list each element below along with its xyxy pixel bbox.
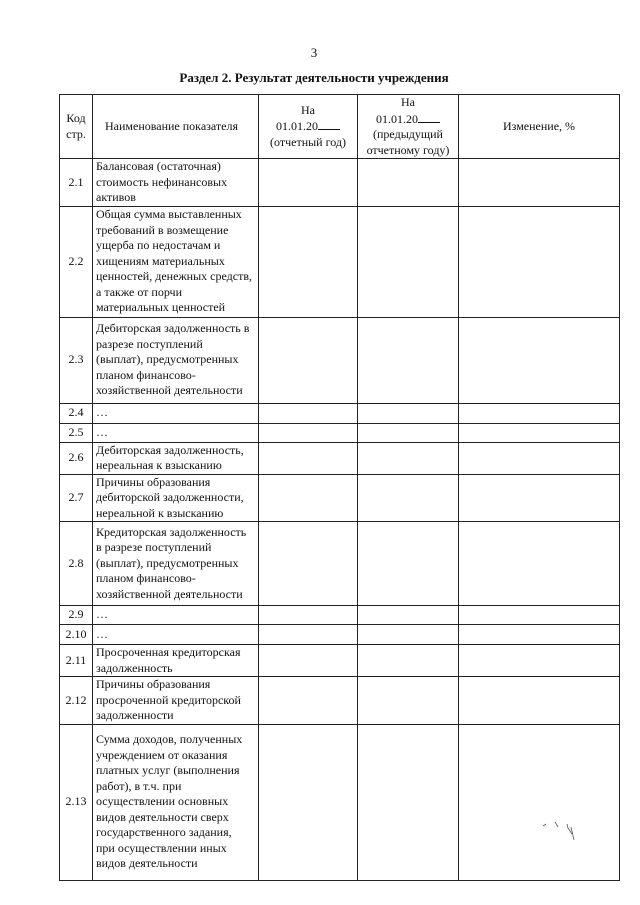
table-row <box>60 317 620 403</box>
section-title: Раздел 2. Результат деятельности учреждения <box>179 70 449 85</box>
header-previous-line: отчетному году) <box>366 142 450 157</box>
indicator-text-line: нереальной к взысканию <box>96 505 224 520</box>
indicator-text-line: Просроченная кредиторская <box>96 645 241 659</box>
table-row <box>60 159 620 207</box>
table-row <box>60 474 620 522</box>
row-previous-year-cell[interactable] <box>358 677 459 725</box>
row-indicator-name <box>93 159 259 207</box>
header-previous-date <box>361 111 455 128</box>
row-previous-year-cell[interactable] <box>358 159 459 207</box>
row-previous-year-cell[interactable] <box>358 317 459 403</box>
pen-mark <box>541 818 581 848</box>
row-code: 2.8 <box>60 522 93 606</box>
table-header-row <box>60 95 620 159</box>
indicator-text-line: Балансовая (остаточная) <box>96 159 221 173</box>
indicator-text-line: активов <box>96 190 136 204</box>
table-row <box>60 522 620 606</box>
row-previous-year-cell[interactable] <box>358 474 459 522</box>
indicator-text-line: (выплат), предусмотренных <box>96 352 239 367</box>
indicator-text-line: требований в возмещение <box>96 222 229 237</box>
table-row <box>60 442 620 474</box>
row-code: 2.11 <box>60 645 93 677</box>
indicator-text-line: … <box>96 424 108 439</box>
indicator-text-line: ценностей, денежных средств, <box>96 269 252 284</box>
row-indicator-name <box>93 625 259 645</box>
indicator-text-line: государственного задания, <box>96 825 232 840</box>
date-blank-line <box>418 111 440 123</box>
header-previous-year <box>358 95 459 159</box>
row-indicator-name <box>93 606 259 625</box>
row-current-year-cell[interactable] <box>259 206 358 317</box>
row-change-cell[interactable] <box>459 645 620 677</box>
table-row <box>60 206 620 317</box>
header-current-year <box>259 95 358 159</box>
row-current-year-cell[interactable] <box>259 645 358 677</box>
row-change-cell[interactable] <box>459 677 620 725</box>
row-previous-year-cell[interactable] <box>358 625 459 645</box>
row-current-year-cell[interactable] <box>259 522 358 606</box>
indicator-text-line: Общая сумма выставленных <box>96 207 242 222</box>
indicator-text-line: материальных ценностей <box>96 300 226 315</box>
table-row <box>60 724 620 880</box>
table-row <box>60 606 620 625</box>
header-indicator-name: Наименование показателя <box>93 95 259 159</box>
indicator-text-line: … <box>96 405 108 420</box>
row-code: 2.12 <box>60 677 93 725</box>
row-current-year-cell[interactable] <box>259 442 358 474</box>
row-code: 2.10 <box>60 625 93 645</box>
header-change-percent: Изменение, % <box>459 95 620 159</box>
indicator-text-line: стоимость нефинансовых <box>96 174 228 189</box>
row-previous-year-cell[interactable] <box>358 206 459 317</box>
row-code: 2.3 <box>60 317 93 403</box>
indicator-text-line: Сумма доходов, полученных <box>96 732 243 747</box>
indicator-text-line: задолженности <box>96 708 174 722</box>
indicator-text-line: просроченной кредиторской <box>96 692 241 707</box>
row-previous-year-cell[interactable] <box>358 606 459 625</box>
row-previous-year-cell[interactable] <box>358 522 459 606</box>
indicator-text-line: хозяйственной деятельности <box>96 383 243 398</box>
row-indicator-name <box>93 317 259 403</box>
indicator-text-line: дебиторской задолженности, <box>96 490 244 504</box>
row-code: 2.9 <box>60 606 93 625</box>
row-code: 2.5 <box>60 423 93 442</box>
row-change-cell[interactable] <box>459 625 620 645</box>
indicator-text-line: видов деятельности <box>96 856 198 871</box>
table-row <box>60 403 620 423</box>
header-current-line: На <box>301 102 315 117</box>
table-body <box>60 159 620 881</box>
row-indicator-name <box>93 645 259 677</box>
indicator-text-line: Причины образования <box>96 677 211 691</box>
indicator-text-line: хищениям материальных <box>96 253 225 268</box>
row-previous-year-cell[interactable] <box>358 423 459 442</box>
table-row <box>60 625 620 645</box>
header-current-date <box>262 118 354 135</box>
indicator-text-line: Причины образования <box>96 474 211 489</box>
header-previous-line: (предыдущий <box>373 127 443 141</box>
indicator-text-line: Кредиторская задолженность <box>96 524 247 539</box>
row-current-year-cell[interactable] <box>259 606 358 625</box>
row-current-year-cell[interactable] <box>259 625 358 645</box>
row-current-year-cell[interactable] <box>259 677 358 725</box>
row-change-cell[interactable] <box>459 606 620 625</box>
table-row <box>60 677 620 725</box>
indicator-text-line: в разрезе поступлений <box>96 540 212 555</box>
row-change-cell[interactable] <box>459 317 620 403</box>
row-change-cell[interactable] <box>459 442 620 474</box>
indicator-text-line: … <box>96 626 108 641</box>
row-previous-year-cell[interactable] <box>358 645 459 677</box>
row-change-cell[interactable] <box>459 724 620 880</box>
indicator-text-line: ущерба по недостачам и <box>96 238 221 253</box>
row-change-cell[interactable] <box>459 403 620 423</box>
indicator-text-line: нереальная к взысканию <box>96 458 222 472</box>
row-code: 2.13 <box>60 724 93 880</box>
row-change-cell[interactable] <box>459 423 620 442</box>
row-current-year-cell[interactable] <box>259 724 358 880</box>
header-current-line: (отчетный год) <box>270 134 346 149</box>
row-current-year-cell[interactable] <box>259 474 358 522</box>
row-indicator-name <box>93 724 259 880</box>
row-change-cell[interactable] <box>459 206 620 317</box>
row-code: 2.4 <box>60 403 93 423</box>
row-current-year-cell[interactable] <box>259 423 358 442</box>
row-code: 2.6 <box>60 442 93 474</box>
row-current-year-cell[interactable] <box>259 159 358 207</box>
row-indicator-name <box>93 474 259 522</box>
indicator-text-line: а также от порчи <box>96 284 182 299</box>
page-number: 3 <box>310 45 318 60</box>
row-code: 2.2 <box>60 206 93 317</box>
row-change-cell[interactable] <box>459 522 620 606</box>
indicator-text-line: задолженность <box>96 660 173 675</box>
indicator-text-line: (выплат), предусмотренных <box>96 555 239 570</box>
indicator-text-line: Дебиторская задолженность в <box>96 321 250 336</box>
indicator-text-line: планом финансово- <box>96 367 196 382</box>
row-indicator-name <box>93 522 259 606</box>
header-code-line: стр. <box>66 126 86 141</box>
row-previous-year-cell[interactable] <box>358 403 459 423</box>
header-current-date-text: 01.01.20 <box>276 119 318 134</box>
row-indicator-name <box>93 423 259 442</box>
row-previous-year-cell[interactable] <box>358 442 459 474</box>
table-row <box>60 645 620 677</box>
row-code: 2.7 <box>60 474 93 522</box>
row-indicator-name <box>93 206 259 317</box>
row-indicator-name <box>93 677 259 725</box>
indicator-text-line: платных услуг (выполнения <box>96 763 240 778</box>
indicator-text-line: планом финансово- <box>96 571 196 586</box>
row-code: 2.1 <box>60 159 93 207</box>
row-indicator-name <box>93 403 259 423</box>
indicator-text-line: … <box>96 607 108 622</box>
header-code-line: Код <box>66 111 86 125</box>
indicator-text-line: Дебиторская задолженность, <box>96 442 244 457</box>
indicator-text-line: при осуществлении иных <box>96 840 227 855</box>
result-table <box>59 94 620 881</box>
date-blank-line <box>318 118 340 130</box>
row-change-cell[interactable] <box>459 474 620 522</box>
indicator-text-line: работ), в т.ч. при <box>96 778 182 793</box>
indicator-text-line: хозяйственной деятельности <box>96 586 243 601</box>
header-previous-date-text: 01.01.20 <box>376 111 418 126</box>
row-current-year-cell[interactable] <box>259 317 358 403</box>
indicator-text-line: учреждением от оказания <box>96 747 228 762</box>
table-row <box>60 423 620 442</box>
indicator-text-line: видов деятельности сверх <box>96 809 229 824</box>
header-previous-line: На <box>401 95 415 109</box>
indicator-text-line: разрезе поступлений <box>96 336 203 351</box>
row-indicator-name <box>93 442 259 474</box>
row-current-year-cell[interactable] <box>259 403 358 423</box>
row-previous-year-cell[interactable] <box>358 724 459 880</box>
header-code <box>60 95 93 159</box>
indicator-text-line: осуществлении основных <box>96 794 229 809</box>
row-change-cell[interactable] <box>459 159 620 207</box>
